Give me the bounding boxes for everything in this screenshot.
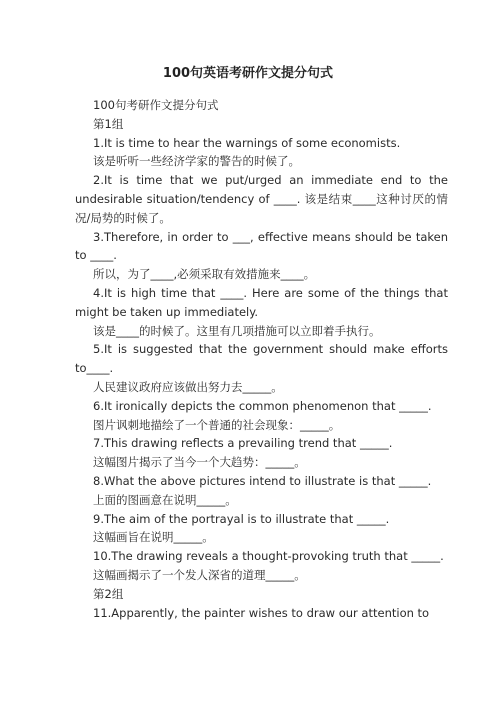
document-title: 100句英语考研作文提分句式 [162,66,334,81]
sentence-4-chinese: 该是____的时候了。这里有几项措施可以立即着手执行。 [93,323,381,338]
group-heading-2: 第2组 [93,586,124,601]
sentence-1-chinese: 该是听听一些经济学家的警告的时候了。 [93,154,300,169]
sentence-11-english: 11.Apparently, the painter wishes to draw our attention to [93,605,430,620]
sentence-4-english: 4.It is high time that ____. Here are some of the things that might be taken up immediately. [75,285,448,319]
sentence-3-english: 3.Therefore, in order to ___, effective means should be taken to ____. [75,229,448,263]
sentence-10-english: 10.The drawing reveals a thought-provoking truth that _____. [93,549,444,564]
sentence-9-chinese: 这幅画旨在说明_____。 [93,530,214,545]
group-heading-1: 第1组 [93,116,124,131]
sentence-7-chinese: 这幅图片揭示了当今一个大趋势：_____。 [93,455,306,470]
sentence-6-english: 6.It ironically depicts the common phenomenon that _____. [93,398,432,413]
sentence-3-chinese: 所以，为了____,必须采取有效措施来____。 [93,267,316,282]
sentence-5-chinese: 人民建议政府应该做出努力去_____。 [93,379,283,394]
sentence-9-english: 9.The aim of the portrayal is to illustrate that _____. [93,511,390,526]
document-body [0,96,496,622]
sentence-6-chinese: 图片讽刺地描绘了一个普通的社会现象：_____。 [93,417,341,432]
sentence-1-english: 1.It is time to hear the warnings of some economists. [93,135,401,150]
sentence-10-chinese: 这幅画揭示了一个发人深省的道理_____。 [93,567,306,582]
sentence-5-english: 5.It is suggested that the government should make efforts to____. [75,342,448,376]
sentence-7-english: 7.This drawing reflects a prevailing trend that _____. [93,436,393,451]
document-subtitle: 100句考研作文提分句式 [93,98,219,112]
sentence-8-english: 8.What the above pictures intend to illustrate is that _____. [93,473,432,488]
sentence-8-chinese: 上面的图画意在说明_____。 [93,492,237,507]
sentence-2-paragraph: 2.It is time that we put/urged an immediate end to the undesirable situation/tendency of ____. 该是结束____这种讨厌的情况/局势的时候了。 [75,173,448,225]
